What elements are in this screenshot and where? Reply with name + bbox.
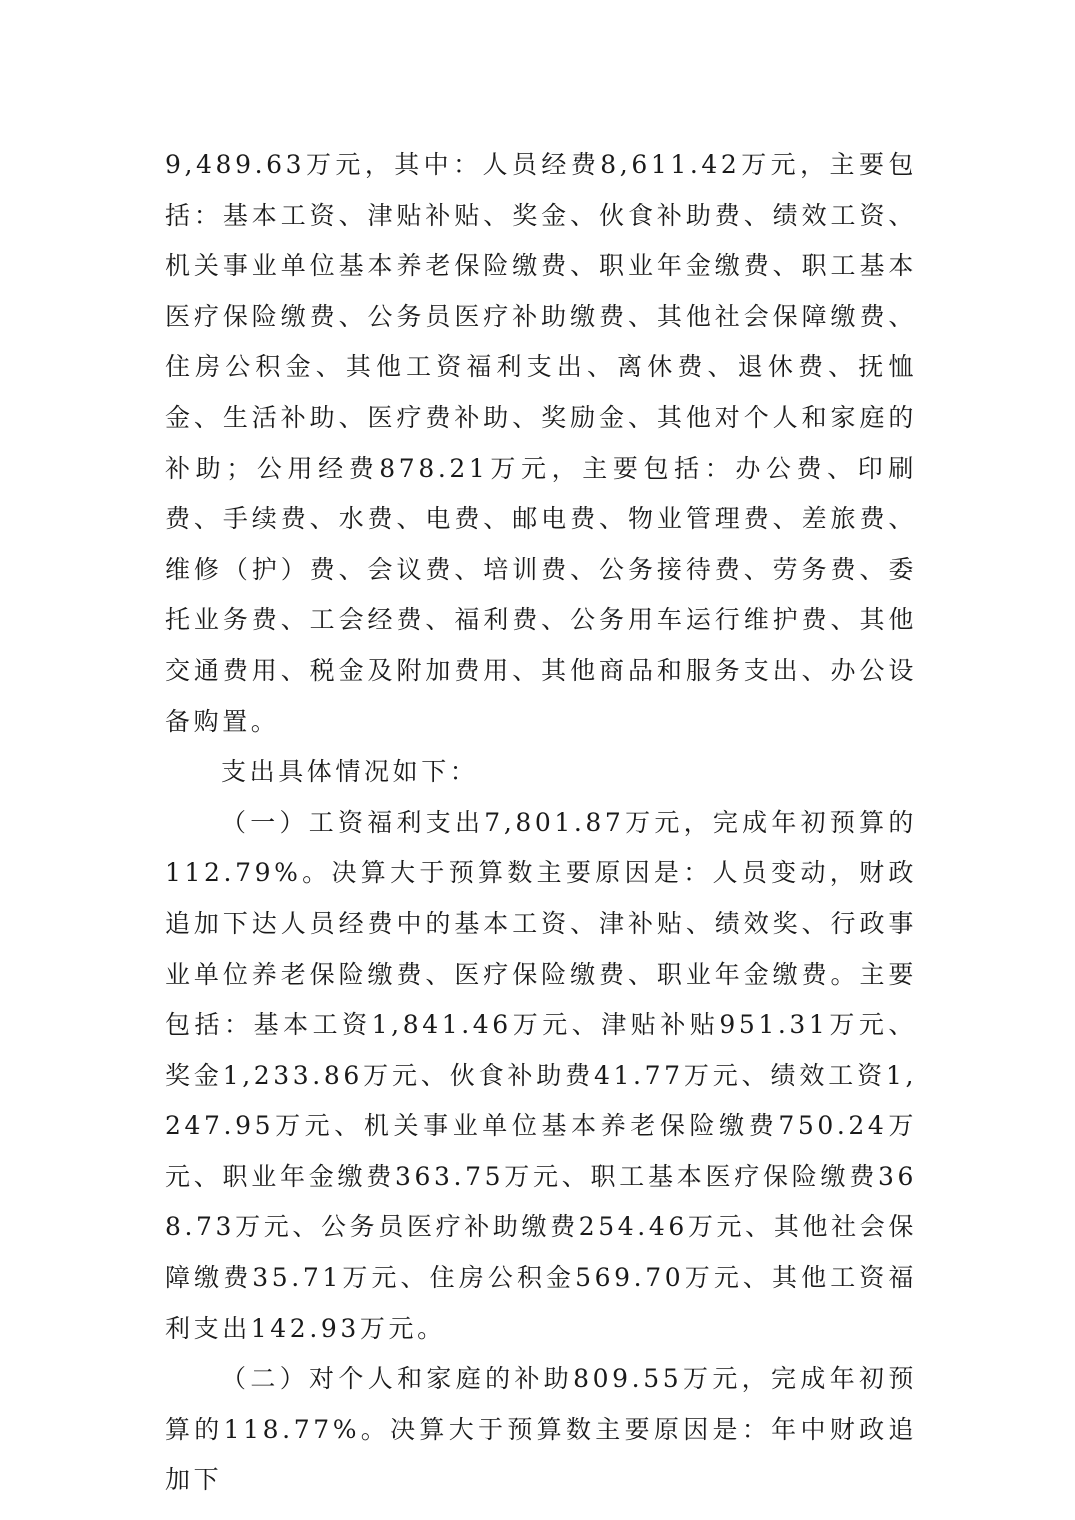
document-body [165,140,917,1506]
paragraph-salary-welfare-expenses: （一）工资福利支出7,801.87万元，完成年初预算的112.79%。决算大于预算数主要原因是：人员变动，财政追加下达人员经费中的基本工资、津补贴、绩效奖、行政事业单位养老保险缴费、医疗保险缴费、职业年金缴费。主要包括：基本工资1,841.46万元、津贴补贴951.31万元、奖金1,233.86万元、伙食补助费41.77万元、绩效工资1,247.95万元、机关事业单位基本养老保险缴费750.24万元、职业年金缴费363.75万元、职工基本医疗保险缴费368.73万元、公务员医疗补助缴费254.46万元、其他社会保障缴费35.71万元、住房公积金569.70万元、其他工资福利支出142.93万元。 [165,807,917,1343]
paragraph-personnel-and-public-expenses: 9,489.63万元，其中：人员经费8,611.42万元，主要包括：基本工资、津贴补贴、奖金、伙食补助费、绩效工资、机关事业单位基本养老保险缴费、职业年金缴费、职工基本医疗保险缴费、公务员医疗补助缴费、其他社会保障缴费、住房公积金、其他工资福利支出、离休费、退休费、抚恤金、生活补助、医疗费补助、奖励金、其他对个人和家庭的补助；公用经费878.21万元，主要包括：办公费、印刷费、手续费、水费、电费、邮电费、物业管理费、差旅费、维修（护）费、会议费、培训费、公务接待费、劳务费、委托业务费、工会经费、福利费、公务用车运行维护费、其他交通费用、税金及附加费用、其他商品和服务支出、办公设备购置。 [165,150,917,736]
paragraph-individual-family-subsidies: （二）对个人和家庭的补助809.55万元，完成年初预算的118.77%。决算大于预算数主要原因是：年中财政追加下 [165,1364,917,1495]
paragraph-expense-details-intro: 支出具体情况如下： [221,757,479,787]
